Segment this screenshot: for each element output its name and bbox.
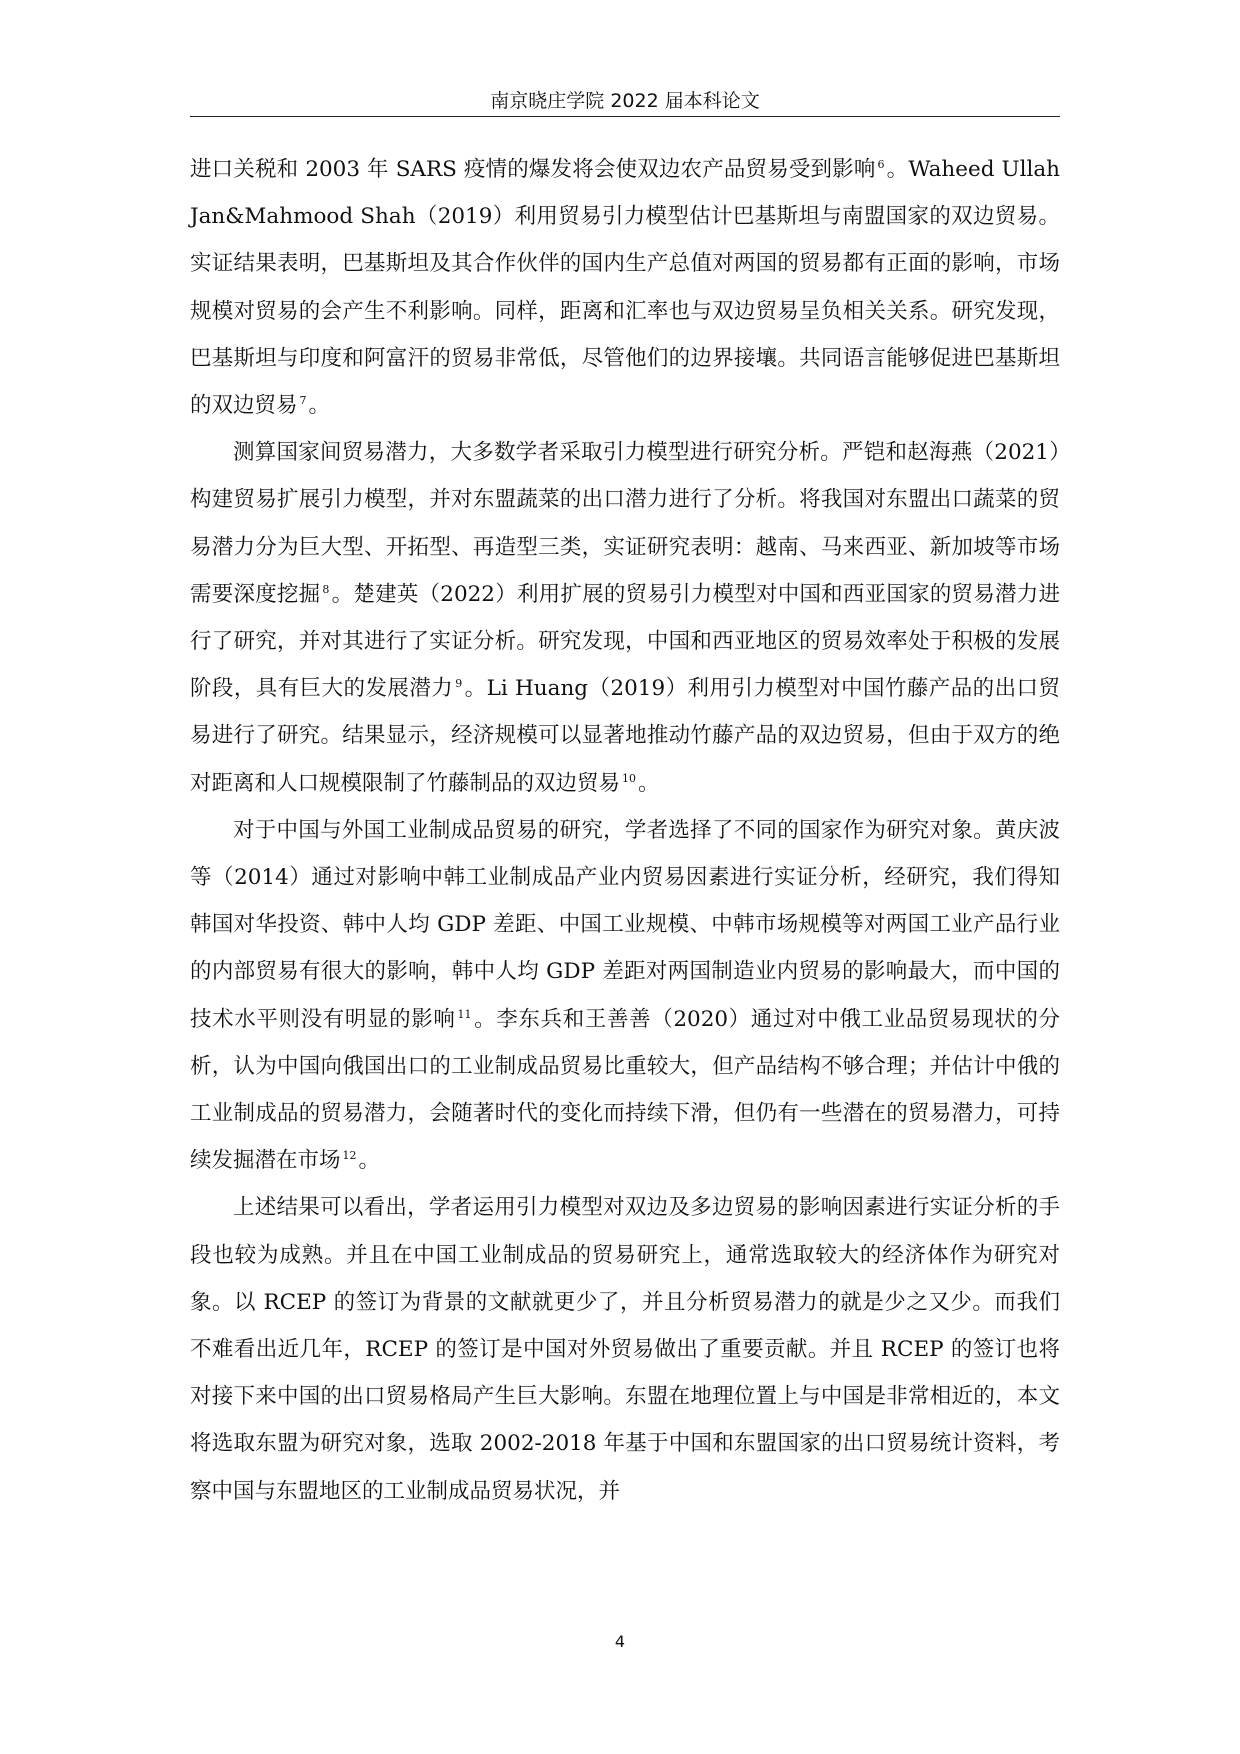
- text-run: 。: [358, 1148, 381, 1174]
- text-run: 。: [638, 770, 660, 796]
- citation-superscript: 12: [342, 1149, 357, 1163]
- text-run: 进口关税和 2003 年 SARS 疫情的爆发将会使双边农产品贸易受到影响: [190, 157, 876, 182]
- header-rule: [190, 116, 1060, 117]
- paragraph: [190, 429, 1060, 807]
- text-run: 。李东兵和王善善（2020）通过对中俄工业品贸易现状的分析，认为中国向俄国出口的工业制成品贸易比重较大，但产品结构不够合理；并估计中俄的工业制成品的贸易潜力，会随著时代的变化而持续下滑，但仍有一些潜在的贸易潜力，可持续发掘潜在市场: [190, 1006, 1060, 1174]
- paragraph: [190, 146, 1060, 429]
- text-run: 上述结果可以看出，学者运用引力模型对双边及多边贸易的影响因素进行实证分析的手段也较为成熟。并且在中国工业制成品的贸易研究上，通常选取较大的经济体作为研究对象。以 RCEP 的签订为背景的文献就更少了，并且分析贸易潜力的就是少之又少。而我们不难看出近几年，RCEP 的签订是中国对外贸易做出了重要贡献。并且 RCEP 的签订也将对接下来中国的出口贸易格局产生巨大影响。东盟在地理位置上与中国是非常相近的，本文将选取东盟为研究对象，选取 2002-2018 年基于中国和东盟国家的出口贸易统计资料，考察中国与东盟地区的工业制成品贸易状况，并: [190, 1195, 1060, 1504]
- paragraph: [190, 1184, 1060, 1514]
- text-run: 。楚建英（2022）利用扩展的贸易引力模型对中国和西亚国家的贸易潜力进行了研究，并对其进行了实证分析。研究发现，中国和西亚地区的贸易效率处于积极的发展阶段，具有巨大的发展潜力: [190, 581, 1060, 702]
- running-header: 南京晓庄学院 2022 届本科论文: [490, 90, 760, 112]
- paragraph: [190, 807, 1060, 1185]
- text-run: 对于中国与外国工业制成品贸易的研究，学者选择了不同的国家作为研究对象。黄庆波等（2014）通过对影响中韩工业制成品产业内贸易因素进行实证分析，经研究，我们得知韩国对华投资、韩中人均 GDP 差距、中国工业规模、中韩市场规模等对两国工业产品行业的内部贸易有很大的影响，韩中人均 GDP 差距对两国制造业内贸易的影响最大，而中国的技术水平则没有明显的影响: [190, 817, 1060, 1032]
- citation-superscript: 8: [322, 582, 330, 596]
- citation-superscript: 10: [622, 771, 637, 785]
- text-run: 。Waheed Ullah Jan&Mahmood Shah（2019）利用贸易引力模型估计巴基斯坦与南盟国家的双边贸易。实证结果表明，巴基斯坦及其合作伙伴的国内生产总值对两国的贸易都有正面的影响，市场规模对贸易的会产生不利影响。同样，距离和汇率也与双边贸易呈负相关关系。研究发现，巴基斯坦与印度和阿富汗的贸易非常低，尽管他们的边界接壤。共同语言能够促进巴基斯坦的双边贸易: [190, 157, 1060, 419]
- citation-superscript: 7: [299, 394, 307, 408]
- citation-superscript: 11: [457, 1007, 472, 1021]
- text-run: 。: [308, 393, 331, 419]
- page-number: 4: [614, 1632, 626, 1651]
- citation-superscript: 6: [877, 158, 885, 171]
- citation-superscript: 9: [455, 677, 463, 691]
- text-run: 。Li Huang（2019）利用引力模型对中国竹藤产品的出口贸易进行了研究。结果显示，经济规模可以显著地推动竹藤产品的双边贸易，但由于双方的绝对距离和人口规模限制了竹藤制品的双边贸易: [190, 676, 1060, 796]
- body-text: [190, 146, 1060, 1515]
- text-run: 测算国家间贸易潜力，大多数学者采取引力模型进行研究分析。严铠和赵海燕（2021）构建贸易扩展引力模型，并对东盟蔬菜的出口潜力进行了分析。将我国对东盟出口蔬菜的贸易潜力分为巨大型、开拓型、再造型三类，实证研究表明：越南、马来西亚、新加坡等市场需要深度挖掘: [190, 440, 1060, 607]
